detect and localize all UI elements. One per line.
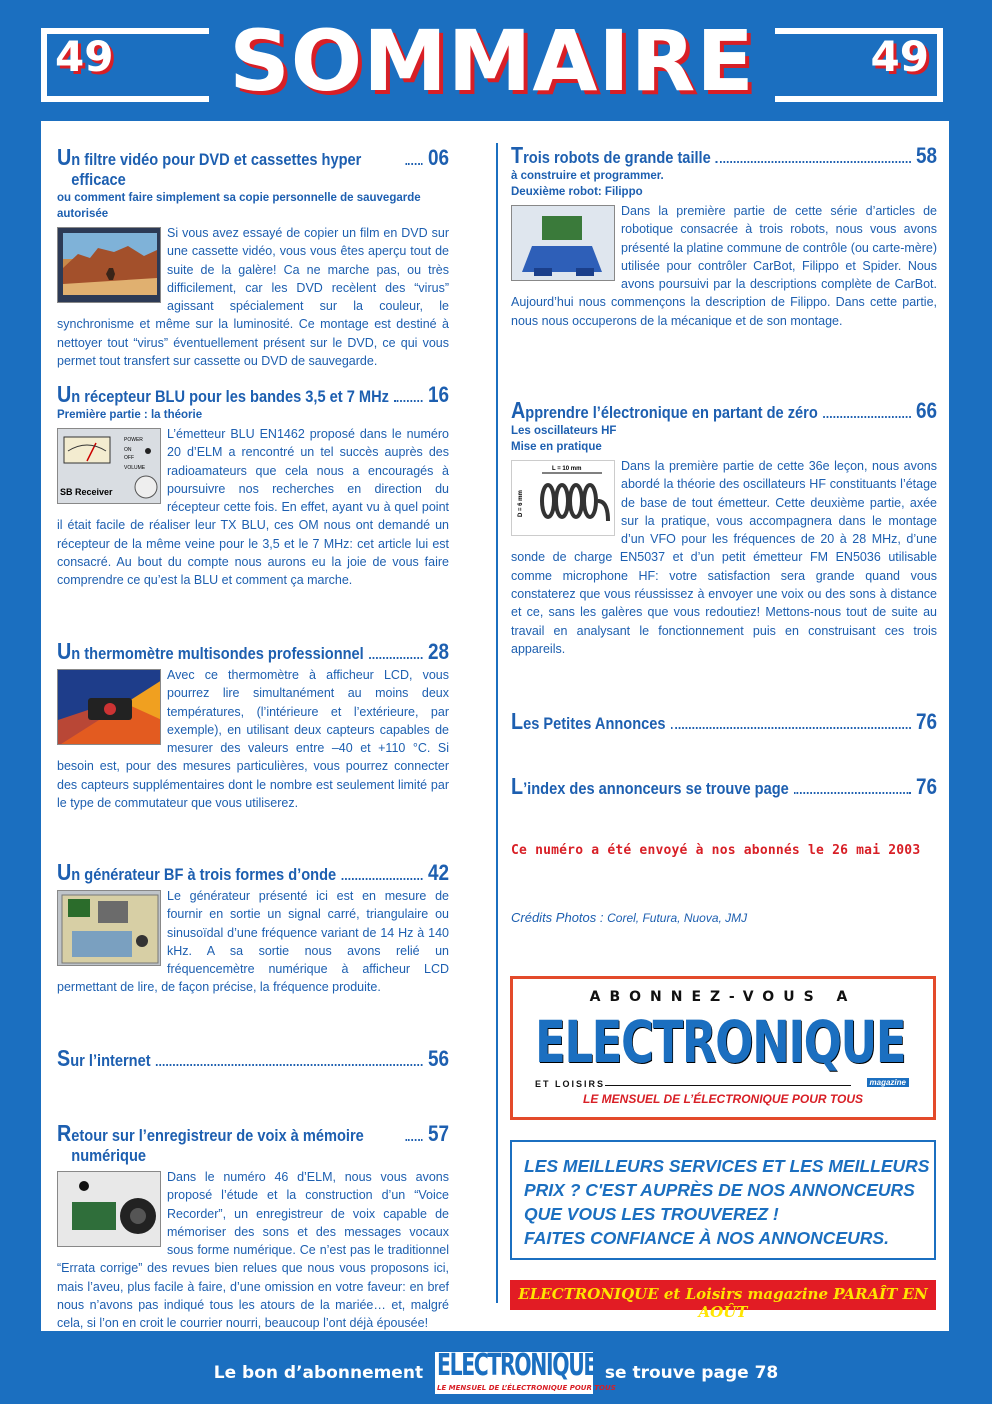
article-classifieds[interactable] <box>511 708 938 734</box>
coil-length-label: L = 10 mm <box>552 466 582 472</box>
issue-number-left: 49 <box>55 32 114 81</box>
article-thermometer[interactable] <box>57 638 450 812</box>
article-summary: L’émetteur BLU EN1462 proposé dans le numéro 20 d’ELM a rencontré un tel succès auprès des radioamateurs que cela nous a encouragés à poursuivre nos recherches en direction du récepteur cette fois. En effet, ayant vu à quel point il était facile de réaliser leur TX BLU, ces OM nous ont demandé un récepteur de la même veine pour le 3,5 et le 7 MHz: cet article lui est consacré. Au bout du compte nous aurons eu la joie de vous faire comprendre ce qu’est la BLU et comment ça marche. <box>57 427 449 588</box>
subscriber-send-note: Ce numéro a été envoyé à nos abonnés le 26 mai 2003 <box>511 843 921 858</box>
subscribe-box[interactable] <box>510 976 936 1120</box>
header <box>41 12 943 110</box>
article-subtitle: Première partie : la théorie <box>57 409 203 421</box>
article-title[interactable]: L es Petites Annonces 76 <box>511 708 938 734</box>
article-title[interactable]: U n générateur BF à trois formes d’onde 42 <box>57 859 450 885</box>
magazine-tagline: LE MENSUEL DE L’ÉLECTRONIQUE POUR TOUS <box>582 1092 864 1106</box>
article-subtitle: ou comment faire simplement sa copie personnelle de sauvegarde autorisée <box>57 192 421 220</box>
leader-dots <box>716 161 911 163</box>
leader-dots <box>823 416 911 418</box>
article-summary: Avec ce thermomètre à afficheur LCD, vous pourrez lire simultanément au moins deux températures, (l’intérieure et l’extérieure, par exemple), en utilisant deux capteurs capables de mesurer des valeurs entre –40 et +110 °C. Si besoin est, pour des mesures particulières, vous pourrez connecter des capteurs supplémentaires dont le nombre est seulement limité par le type de commutateur que vous utiliserez. <box>57 668 449 811</box>
article-title[interactable]: T rois robots de grande taille 58 <box>511 142 938 168</box>
page-number: 58 <box>916 143 938 168</box>
power-label: POWER <box>124 437 143 443</box>
coil-diameter-label: D = 6 mm <box>518 490 524 517</box>
logo-magazine-tag: magazine <box>867 1078 909 1087</box>
thermometer-thumbnail <box>57 669 161 745</box>
article-summary: Si vous avez essayé de copier un film en DVD sur une cassette vidéo, vous vous êtes aperçu tout de suite de la galère! Ca ne marche pas, ou très difficilement, car les DVD recèlent des “virus” agissant spécialement sur la couleur, le synchronisme et même sur la luminosité. Ce montage est destiné à nettoyer tout “virus” éventuellement présent sur le DVD, ce qui vous permet tout transfert sur cassette ou DVD de sauvegarde. <box>57 226 449 369</box>
photo-credits: Crédits Photos : Corel, Futura, Nuova, JMJ <box>511 910 748 925</box>
leader-dots <box>369 657 423 659</box>
article-blu-receiver[interactable] <box>57 381 450 590</box>
leader-dots <box>394 400 423 402</box>
robot-thumbnail <box>511 205 615 281</box>
issue-number-right: 49 <box>870 32 929 81</box>
advertisers-promo: LES MEILLEURS SERVICES ET LES MEILLEURS PRIX ? C'EST AUPRÈS DE NOS ANNONCEURS QUE VOUS LES TROUVEREZ ! FAITES CONFIANCE À NOS ANNONCEURS. <box>510 1140 936 1260</box>
page-number: 16 <box>428 382 450 407</box>
article-title[interactable]: A pprendre l’électronique en partant de zéro 66 <box>511 397 938 423</box>
page-number: 06 <box>428 145 450 170</box>
article-title[interactable]: S ur l’internet 56 <box>57 1045 450 1071</box>
page-number: 76 <box>916 774 938 799</box>
leader-dots <box>794 792 911 794</box>
article-dvd-filter[interactable] <box>57 144 450 370</box>
footer: Le bon d’abonnement ELECTRONIQUE LE MENSUEL DE L’ÉLECTRONIQUE POUR TOUS se trouve page 78 <box>213 1348 779 1392</box>
article-summary: Dans la première partie de cette 36e leçon, nous avons abordé la théorie des oscillateurs HF constituants l’étage de base de tout émetteur. Cette deuxième partie, axée sur la pratique, vous accompagnera dans le montage d’un VFO pour les fréquences de 20 à 28 MHz, d’une sonde de charge EN5037 et d’un petit émetteur FM EN5036 utilisable comme microphone HF: votre satisfaction sera grande quand vous constaterez que vous réussissez à envoyer une voix ou des sons à distance et ce, sans les galères que vous redoutiez! Mettons-nous tout de suite au travail en analysant le fonctionnement puis en construisant ces trois appareils. <box>511 459 937 656</box>
subscribe-heading: ABONNEZ-VOUS A <box>589 989 857 1005</box>
article-title[interactable]: U n filtre vidéo pour DVD et cassettes hyper efficace 06 <box>57 144 450 189</box>
article-subtitle: à construire et programmer. <box>511 170 664 182</box>
article-subtitle: Les oscillateurs HF <box>511 425 617 437</box>
column-divider <box>496 143 498 1303</box>
volume-label: VOLUME <box>124 465 146 471</box>
footer-logo: ELECTRONIQUE LE MENSUEL DE L’ÉLECTRONIQUE POUR TOUS <box>437 1348 616 1392</box>
leader-dots <box>406 163 423 165</box>
article-title[interactable]: U n thermomètre multisondes professionnel 28 <box>57 638 450 664</box>
article-summary: Dans la première partie de cette série d’articles de robotique consacrée à trois robots, nous vous avons présenté la platine commune de contrôle (ou carte-mère) utilisée pour contrôler CarBot, Filippo et Spider. Nous avons poursuivi par la descriptions complète de CarBot. Aujourd’hui nous commençons la description de Filippo. Dans cette partie, nous nous occuperons de la mécanique et de son montage. <box>511 204 937 328</box>
coil-diagram-thumbnail <box>511 460 615 536</box>
article-title[interactable]: U n récepteur BLU pour les bandes 3,5 et 7 MHz 16 <box>57 381 450 407</box>
contents-panel <box>41 121 949 1331</box>
logo-subtitle: ET LOISIRS <box>535 1079 606 1089</box>
voice-recorder-thumbnail <box>57 1171 161 1247</box>
article-internet[interactable] <box>57 1045 450 1071</box>
article-title[interactable]: L ’index des annonceurs se trouve page 76 <box>511 773 938 799</box>
article-subtitle-2: Mise en pratique <box>511 441 602 453</box>
article-bf-generator[interactable] <box>57 859 450 997</box>
magazine-logo: ELECTRONIQUE <box>535 1008 906 1076</box>
page-number: 57 <box>428 1121 450 1146</box>
publication-banner: ELECTRONIQUE et Loisirs magazine PARAÎT EN AOÛT <box>510 1280 936 1310</box>
leader-dots <box>156 1064 423 1066</box>
page-number: 66 <box>916 398 938 423</box>
on-label: ON <box>124 447 132 453</box>
leader-dots <box>341 878 423 880</box>
leader-dots <box>671 727 911 729</box>
page-number: 42 <box>428 860 450 885</box>
article-summary: Dans le numéro 46 d’ELM, nous vous avons proposé l’étude et la construction d’un “Voice Recorder”, un enregistreur de voix capable de mémoriser des sons et des messages vocaux sous forme numérique. Ce n’est pas le traditionnel “Errata corrige” des revues bien relues que nous vous proposons ici, mais l’aveu, plus facile à faire, d’une omission en votre faveur: en bref nous n’avons pas indiqué tous les atours de la mariée… et, malgré cela, si l’on en croit le courrier nourri, beaucoup l’ont déjà épousée! <box>57 1170 449 1331</box>
article-voice-recorder[interactable] <box>57 1120 450 1333</box>
dvd-video-thumbnail <box>57 227 161 303</box>
page-number: 28 <box>428 639 450 664</box>
page-title: SOMMAIRE <box>229 12 755 110</box>
article-learn-electronics[interactable] <box>511 397 938 658</box>
leader-dots <box>406 1139 423 1141</box>
article-title[interactable]: R etour sur l’enregistreur de voix à mémoire numérique 57 <box>57 1120 450 1165</box>
article-advertisers-index[interactable] <box>511 773 938 799</box>
receiver-label: SB Receiver <box>60 487 113 497</box>
blu-receiver-thumbnail <box>57 428 161 504</box>
page-number: 56 <box>428 1046 450 1071</box>
article-summary: Le générateur présenté ici est en mesure de fournir en sortie un signal carré, triangulaire ou sinusoïdal d’une fréquence variant de 14 Hz à 140 kHz. A sa sortie nous avons relié un fréquencemètre numérique à afficheur LCD permettant de lire, de façon précise, la fréquence produite. <box>57 889 449 995</box>
off-label: OFF <box>124 455 134 461</box>
generator-thumbnail <box>57 890 161 966</box>
article-robots[interactable] <box>511 142 938 330</box>
logo-rule <box>605 1085 851 1086</box>
article-subtitle-2: Deuxième robot: Filippo <box>511 186 643 198</box>
page-number: 76 <box>916 709 938 734</box>
